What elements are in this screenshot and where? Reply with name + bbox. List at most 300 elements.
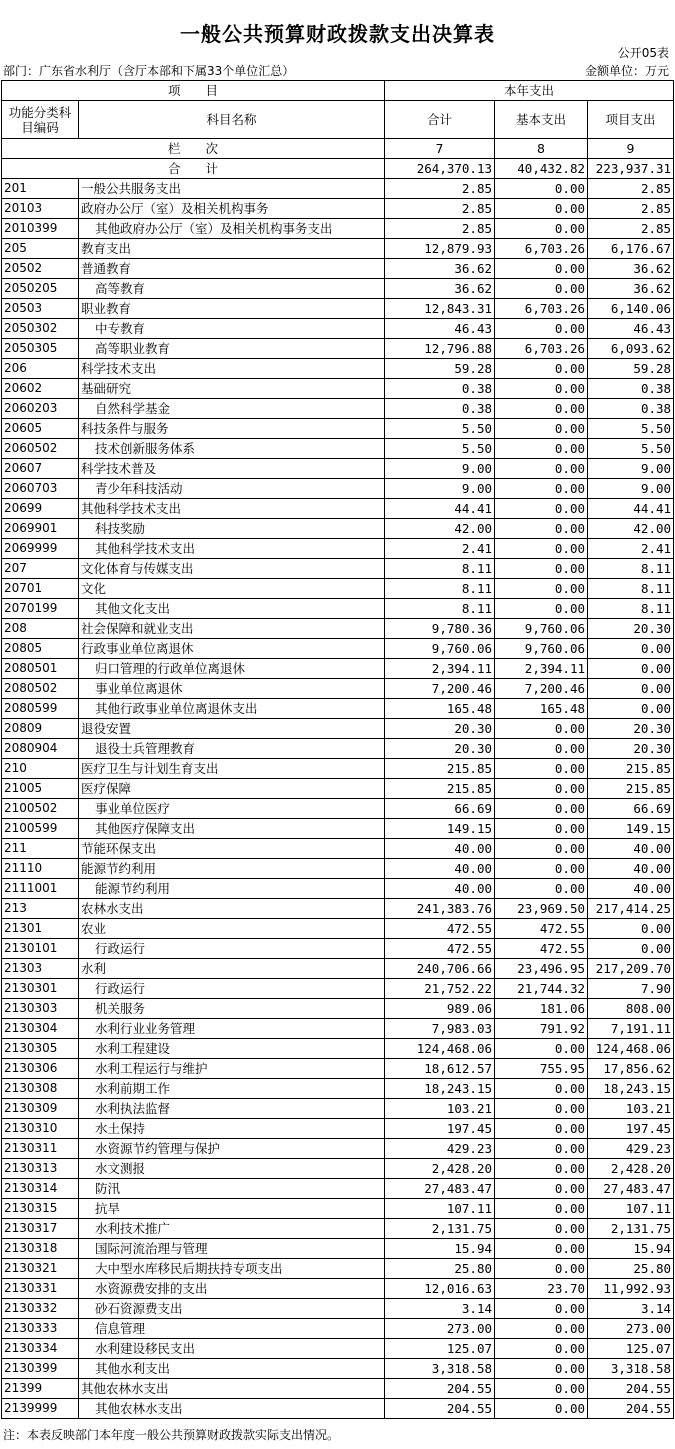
table-row [2,1319,674,1339]
row-code: 20699 [2,499,79,519]
row-code: 2130333 [2,1319,79,1339]
row-total: 12,796.88 [385,339,495,359]
table-row [2,959,674,979]
row-project: 273.00 [588,1319,674,1339]
sum-basic: 40,432.82 [495,159,588,179]
table-row [2,739,674,759]
row-code: 20607 [2,459,79,479]
row-project: 59.28 [588,359,674,379]
row-code: 2069999 [2,539,79,559]
row-basic: 0.00 [495,599,588,619]
row-code: 21005 [2,779,79,799]
row-basic: 472.55 [495,919,588,939]
row-basic: 0.00 [495,1099,588,1119]
row-name: 水利执法监督 [79,1099,385,1119]
table-row [2,1019,674,1039]
row-name: 行政运行 [79,939,385,959]
row-project: 40.00 [588,839,674,859]
table-row [2,1379,674,1399]
row-project: 44.41 [588,499,674,519]
row-project: 6,176.67 [588,239,674,259]
row-basic: 0.00 [495,1379,588,1399]
row-basic: 7,200.46 [495,679,588,699]
table-row [2,1139,674,1159]
row-project: 42.00 [588,519,674,539]
row-project: 36.62 [588,279,674,299]
row-basic: 0.00 [495,719,588,739]
table-row [2,1179,674,1199]
row-total: 273.00 [385,1319,495,1339]
row-basic: 0.00 [495,1319,588,1339]
row-total: 2.85 [385,219,495,239]
row-project: 107.11 [588,1199,674,1219]
table-row [2,179,674,199]
table-row [2,439,674,459]
row-basic: 0.00 [495,799,588,819]
table-row [2,639,674,659]
row-code: 2130304 [2,1019,79,1039]
row-total: 8.11 [385,579,495,599]
row-project: 20.30 [588,739,674,759]
table-row [2,539,674,559]
table-row [2,859,674,879]
row-code: 207 [2,559,79,579]
row-code: 2080501 [2,659,79,679]
row-total: 240,706.66 [385,959,495,979]
row-code: 211 [2,839,79,859]
header-project: 项 目 [2,81,385,101]
row-code: 20103 [2,199,79,219]
row-total: 472.55 [385,919,495,939]
sum-project: 223,937.31 [588,159,674,179]
row-project: 217,414.25 [588,899,674,919]
row-project: 36.62 [588,259,674,279]
row-project: 0.00 [588,919,674,939]
row-basic: 0.00 [495,739,588,759]
table-row [2,199,674,219]
row-name: 青少年科技活动 [79,479,385,499]
table-row [2,619,674,639]
row-name: 自然科学基金 [79,399,385,419]
row-name: 其他农林水支出 [79,1379,385,1399]
row-total: 18,612.57 [385,1059,495,1079]
row-basic: 0.00 [495,779,588,799]
row-code: 2111001 [2,879,79,899]
row-code: 2080904 [2,739,79,759]
row-code: 2070199 [2,599,79,619]
row-basic: 0.00 [495,1299,588,1319]
row-project: 808.00 [588,999,674,1019]
table-row [2,1339,674,1359]
row-code: 20805 [2,639,79,659]
column-index-row [2,139,674,159]
row-name: 水文测报 [79,1159,385,1179]
row-name: 水资源节约管理与保护 [79,1139,385,1159]
table-row [2,219,674,239]
expenditure-table [1,80,674,1419]
row-total: 2,131.75 [385,1219,495,1239]
row-basic: 23.70 [495,1279,588,1299]
row-code: 2130314 [2,1179,79,1199]
row-total: 3.14 [385,1299,495,1319]
row-total: 7,983.03 [385,1019,495,1039]
header-code-col: 功能分类科目编码 [2,101,79,139]
row-name: 其他行政事业单位离退休支出 [79,699,385,719]
table-row [2,1299,674,1319]
table-row [2,1359,674,1379]
row-name: 高等职业教育 [79,339,385,359]
row-basic: 472.55 [495,939,588,959]
row-name: 事业单位医疗 [79,799,385,819]
row-name: 技术创新服务体系 [79,439,385,459]
row-name: 节能环保支出 [79,839,385,859]
row-basic: 0.00 [495,219,588,239]
row-total: 27,483.47 [385,1179,495,1199]
row-name: 防汛 [79,1179,385,1199]
row-code: 2060502 [2,439,79,459]
row-project: 0.38 [588,399,674,419]
row-basic: 0.00 [495,1039,588,1059]
row-code: 21399 [2,1379,79,1399]
table-row [2,1199,674,1219]
row-code: 2080502 [2,679,79,699]
table-row [2,979,674,999]
row-basic: 0.00 [495,399,588,419]
row-total: 215.85 [385,779,495,799]
row-project: 0.00 [588,939,674,959]
row-basic: 0.00 [495,1199,588,1219]
row-name: 科学技术支出 [79,359,385,379]
row-total: 472.55 [385,939,495,959]
row-project: 25.80 [588,1259,674,1279]
row-name: 信息管理 [79,1319,385,1339]
header-total-col: 合计 [385,101,495,139]
row-name: 科技条件与服务 [79,419,385,439]
row-code: 20503 [2,299,79,319]
row-name: 科技奖励 [79,519,385,539]
row-code: 2130317 [2,1219,79,1239]
row-name: 其他医疗保障支出 [79,819,385,839]
table-row [2,1259,674,1279]
row-total: 989.06 [385,999,495,1019]
table-row [2,419,674,439]
row-code: 2130306 [2,1059,79,1079]
row-code: 2010399 [2,219,79,239]
row-project: 6,093.62 [588,339,674,359]
page-title: 一般公共预算财政拨款支出决算表 [180,22,495,46]
row-name: 基础研究 [79,379,385,399]
row-basic: 6,703.26 [495,299,588,319]
row-code: 2100502 [2,799,79,819]
row-project: 215.85 [588,779,674,799]
row-name: 机关服务 [79,999,385,1019]
row-project: 15.94 [588,1239,674,1259]
table-row [2,319,674,339]
row-code: 2130303 [2,999,79,1019]
row-basic: 0.00 [495,359,588,379]
table-row [2,519,674,539]
row-project: 5.50 [588,439,674,459]
row-project: 3.14 [588,1299,674,1319]
row-basic: 0.00 [495,379,588,399]
row-project: 20.30 [588,619,674,639]
row-total: 66.69 [385,799,495,819]
row-code: 2130101 [2,939,79,959]
row-name: 其他政府办公厅（室）及相关机构事务支出 [79,219,385,239]
table-row [2,599,674,619]
table-row [2,919,674,939]
row-basic: 0.00 [495,1359,588,1379]
row-total: 0.38 [385,379,495,399]
row-code: 208 [2,619,79,639]
row-name: 国际河流治理与管理 [79,1239,385,1259]
table-row [2,359,674,379]
row-project: 0.00 [588,679,674,699]
row-total: 5.50 [385,439,495,459]
table-row [2,879,674,899]
row-basic: 0.00 [495,1259,588,1279]
row-name: 水利工程运行与维护 [79,1059,385,1079]
row-project: 7,191.11 [588,1019,674,1039]
table-row [2,1079,674,1099]
row-basic: 0.00 [495,1179,588,1199]
row-name: 职业教育 [79,299,385,319]
row-total: 42.00 [385,519,495,539]
table-row [2,559,674,579]
table-row [2,719,674,739]
row-total: 2.85 [385,199,495,219]
row-basic: 0.00 [495,559,588,579]
row-code: 2069901 [2,519,79,539]
table-row [2,1059,674,1079]
table-row [2,1119,674,1139]
row-name: 社会保障和就业支出 [79,619,385,639]
amount-unit-label: 金额单位：万元 [584,64,669,78]
row-name: 医疗卫生与计划生育支出 [79,759,385,779]
row-total: 20.30 [385,739,495,759]
row-name: 水利建设移民支出 [79,1339,385,1359]
table-row [2,659,674,679]
row-total: 36.62 [385,259,495,279]
table-row [2,759,674,779]
table-row [2,279,674,299]
row-basic: 791.92 [495,1019,588,1039]
row-total: 429.23 [385,1139,495,1159]
row-name: 中专教育 [79,319,385,339]
row-total: 44.41 [385,499,495,519]
row-name: 科学技术普及 [79,459,385,479]
sum-total: 264,370.13 [385,159,495,179]
row-total: 204.55 [385,1379,495,1399]
table-row [2,479,674,499]
row-total: 197.45 [385,1119,495,1139]
table-row [2,1279,674,1299]
row-basic: 0.00 [495,759,588,779]
row-code: 2130334 [2,1339,79,1359]
row-total: 5.50 [385,419,495,439]
row-code: 21301 [2,919,79,939]
row-basic: 6,703.26 [495,339,588,359]
row-code: 2130311 [2,1139,79,1159]
row-name: 其他科学技术支出 [79,539,385,559]
row-project: 17,856.62 [588,1059,674,1079]
row-basic: 0.00 [495,439,588,459]
row-code: 2060703 [2,479,79,499]
row-project: 20.30 [588,719,674,739]
row-name: 农林水支出 [79,899,385,919]
row-code: 2100599 [2,819,79,839]
row-total: 103.21 [385,1099,495,1119]
sum-row [2,159,674,179]
row-name: 水土保持 [79,1119,385,1139]
row-name: 能源节约利用 [79,859,385,879]
row-code: 2130321 [2,1259,79,1279]
row-total: 9.00 [385,479,495,499]
row-name: 其他文化支出 [79,599,385,619]
table-row [2,1039,674,1059]
lanci-label: 栏 次 [2,139,385,159]
row-project: 7.90 [588,979,674,999]
row-basic: 0.00 [495,1399,588,1419]
header-basic-col: 基本支出 [495,101,588,139]
row-basic: 0.00 [495,419,588,439]
row-basic: 0.00 [495,1339,588,1359]
row-name: 水利工程建设 [79,1039,385,1059]
row-basic: 181.06 [495,999,588,1019]
row-name: 大中型水库移民后期扶持专项支出 [79,1259,385,1279]
row-name: 其他农林水支出 [79,1399,385,1419]
row-total: 149.15 [385,819,495,839]
row-project: 0.00 [588,639,674,659]
row-code: 2130332 [2,1299,79,1319]
row-code: 2060203 [2,399,79,419]
row-project: 2,428.20 [588,1159,674,1179]
row-code: 20602 [2,379,79,399]
row-project: 2.85 [588,219,674,239]
row-project: 0.38 [588,379,674,399]
row-code: 20502 [2,259,79,279]
department-label: 部门：广东省水利厅（含厅本部和下属33个单位汇总） [3,64,295,78]
row-name: 教育支出 [79,239,385,259]
row-basic: 0.00 [495,579,588,599]
table-row [2,899,674,919]
table-row [2,1399,674,1419]
row-total: 215.85 [385,759,495,779]
row-basic: 23,496.95 [495,959,588,979]
table-row [2,239,674,259]
row-project: 204.55 [588,1399,674,1419]
idx-basic: 8 [495,139,588,159]
row-name: 能源节约利用 [79,879,385,899]
row-basic: 23,969.50 [495,899,588,919]
row-basic: 0.00 [495,499,588,519]
row-project: 9.00 [588,479,674,499]
row-project: 2.85 [588,179,674,199]
row-project: 2.85 [588,199,674,219]
row-name: 其他水利支出 [79,1359,385,1379]
row-name: 文化 [79,579,385,599]
row-basic: 0.00 [495,479,588,499]
row-total: 2,394.11 [385,659,495,679]
row-basic: 0.00 [495,1139,588,1159]
row-name: 文化体育与传媒支出 [79,559,385,579]
row-project: 11,992.93 [588,1279,674,1299]
table-row [2,999,674,1019]
row-code: 21110 [2,859,79,879]
row-total: 204.55 [385,1399,495,1419]
row-code: 2050302 [2,319,79,339]
row-name: 其他科学技术支出 [79,499,385,519]
row-project: 40.00 [588,879,674,899]
row-total: 21,752.22 [385,979,495,999]
header-project-col: 项目支出 [588,101,674,139]
row-basic: 0.00 [495,819,588,839]
row-basic: 165.48 [495,699,588,719]
row-total: 15.94 [385,1239,495,1259]
table-row [2,1159,674,1179]
row-name: 水利 [79,959,385,979]
row-name: 退役士兵管理教育 [79,739,385,759]
row-code: 2139999 [2,1399,79,1419]
row-total: 165.48 [385,699,495,719]
table-row [2,819,674,839]
row-total: 18,243.15 [385,1079,495,1099]
row-code: 2080599 [2,699,79,719]
row-basic: 0.00 [495,279,588,299]
sum-label: 合 计 [2,159,385,179]
row-project: 8.11 [588,559,674,579]
row-total: 36.62 [385,279,495,299]
row-basic: 0.00 [495,179,588,199]
row-project: 429.23 [588,1139,674,1159]
table-row [2,379,674,399]
row-project: 149.15 [588,819,674,839]
row-code: 2130305 [2,1039,79,1059]
row-code: 2130315 [2,1199,79,1219]
idx-project: 9 [588,139,674,159]
row-total: 107.11 [385,1199,495,1219]
row-code: 206 [2,359,79,379]
row-project: 2,131.75 [588,1219,674,1239]
row-total: 2,428.20 [385,1159,495,1179]
row-code: 2130308 [2,1079,79,1099]
row-basic: 9,760.06 [495,619,588,639]
row-name: 行政事业单位离退休 [79,639,385,659]
row-project: 125.07 [588,1339,674,1359]
row-project: 8.11 [588,579,674,599]
row-name: 农业 [79,919,385,939]
row-code: 20701 [2,579,79,599]
row-basic: 0.00 [495,539,588,559]
row-name: 普通教育 [79,259,385,279]
row-code: 20809 [2,719,79,739]
row-total: 40.00 [385,879,495,899]
row-basic: 0.00 [495,459,588,479]
row-project: 66.69 [588,799,674,819]
footnote: 注：本表反映部门本年度一般公共预算财政拨款实际支出情况。 [3,1428,340,1442]
row-project: 46.43 [588,319,674,339]
table-row [2,299,674,319]
row-project: 6,140.06 [588,299,674,319]
row-name: 高等教育 [79,279,385,299]
row-name: 医疗保障 [79,779,385,799]
row-basic: 0.00 [495,1219,588,1239]
row-total: 20.30 [385,719,495,739]
table-row [2,679,674,699]
row-basic: 0.00 [495,839,588,859]
row-basic: 0.00 [495,199,588,219]
row-project: 27,483.47 [588,1179,674,1199]
